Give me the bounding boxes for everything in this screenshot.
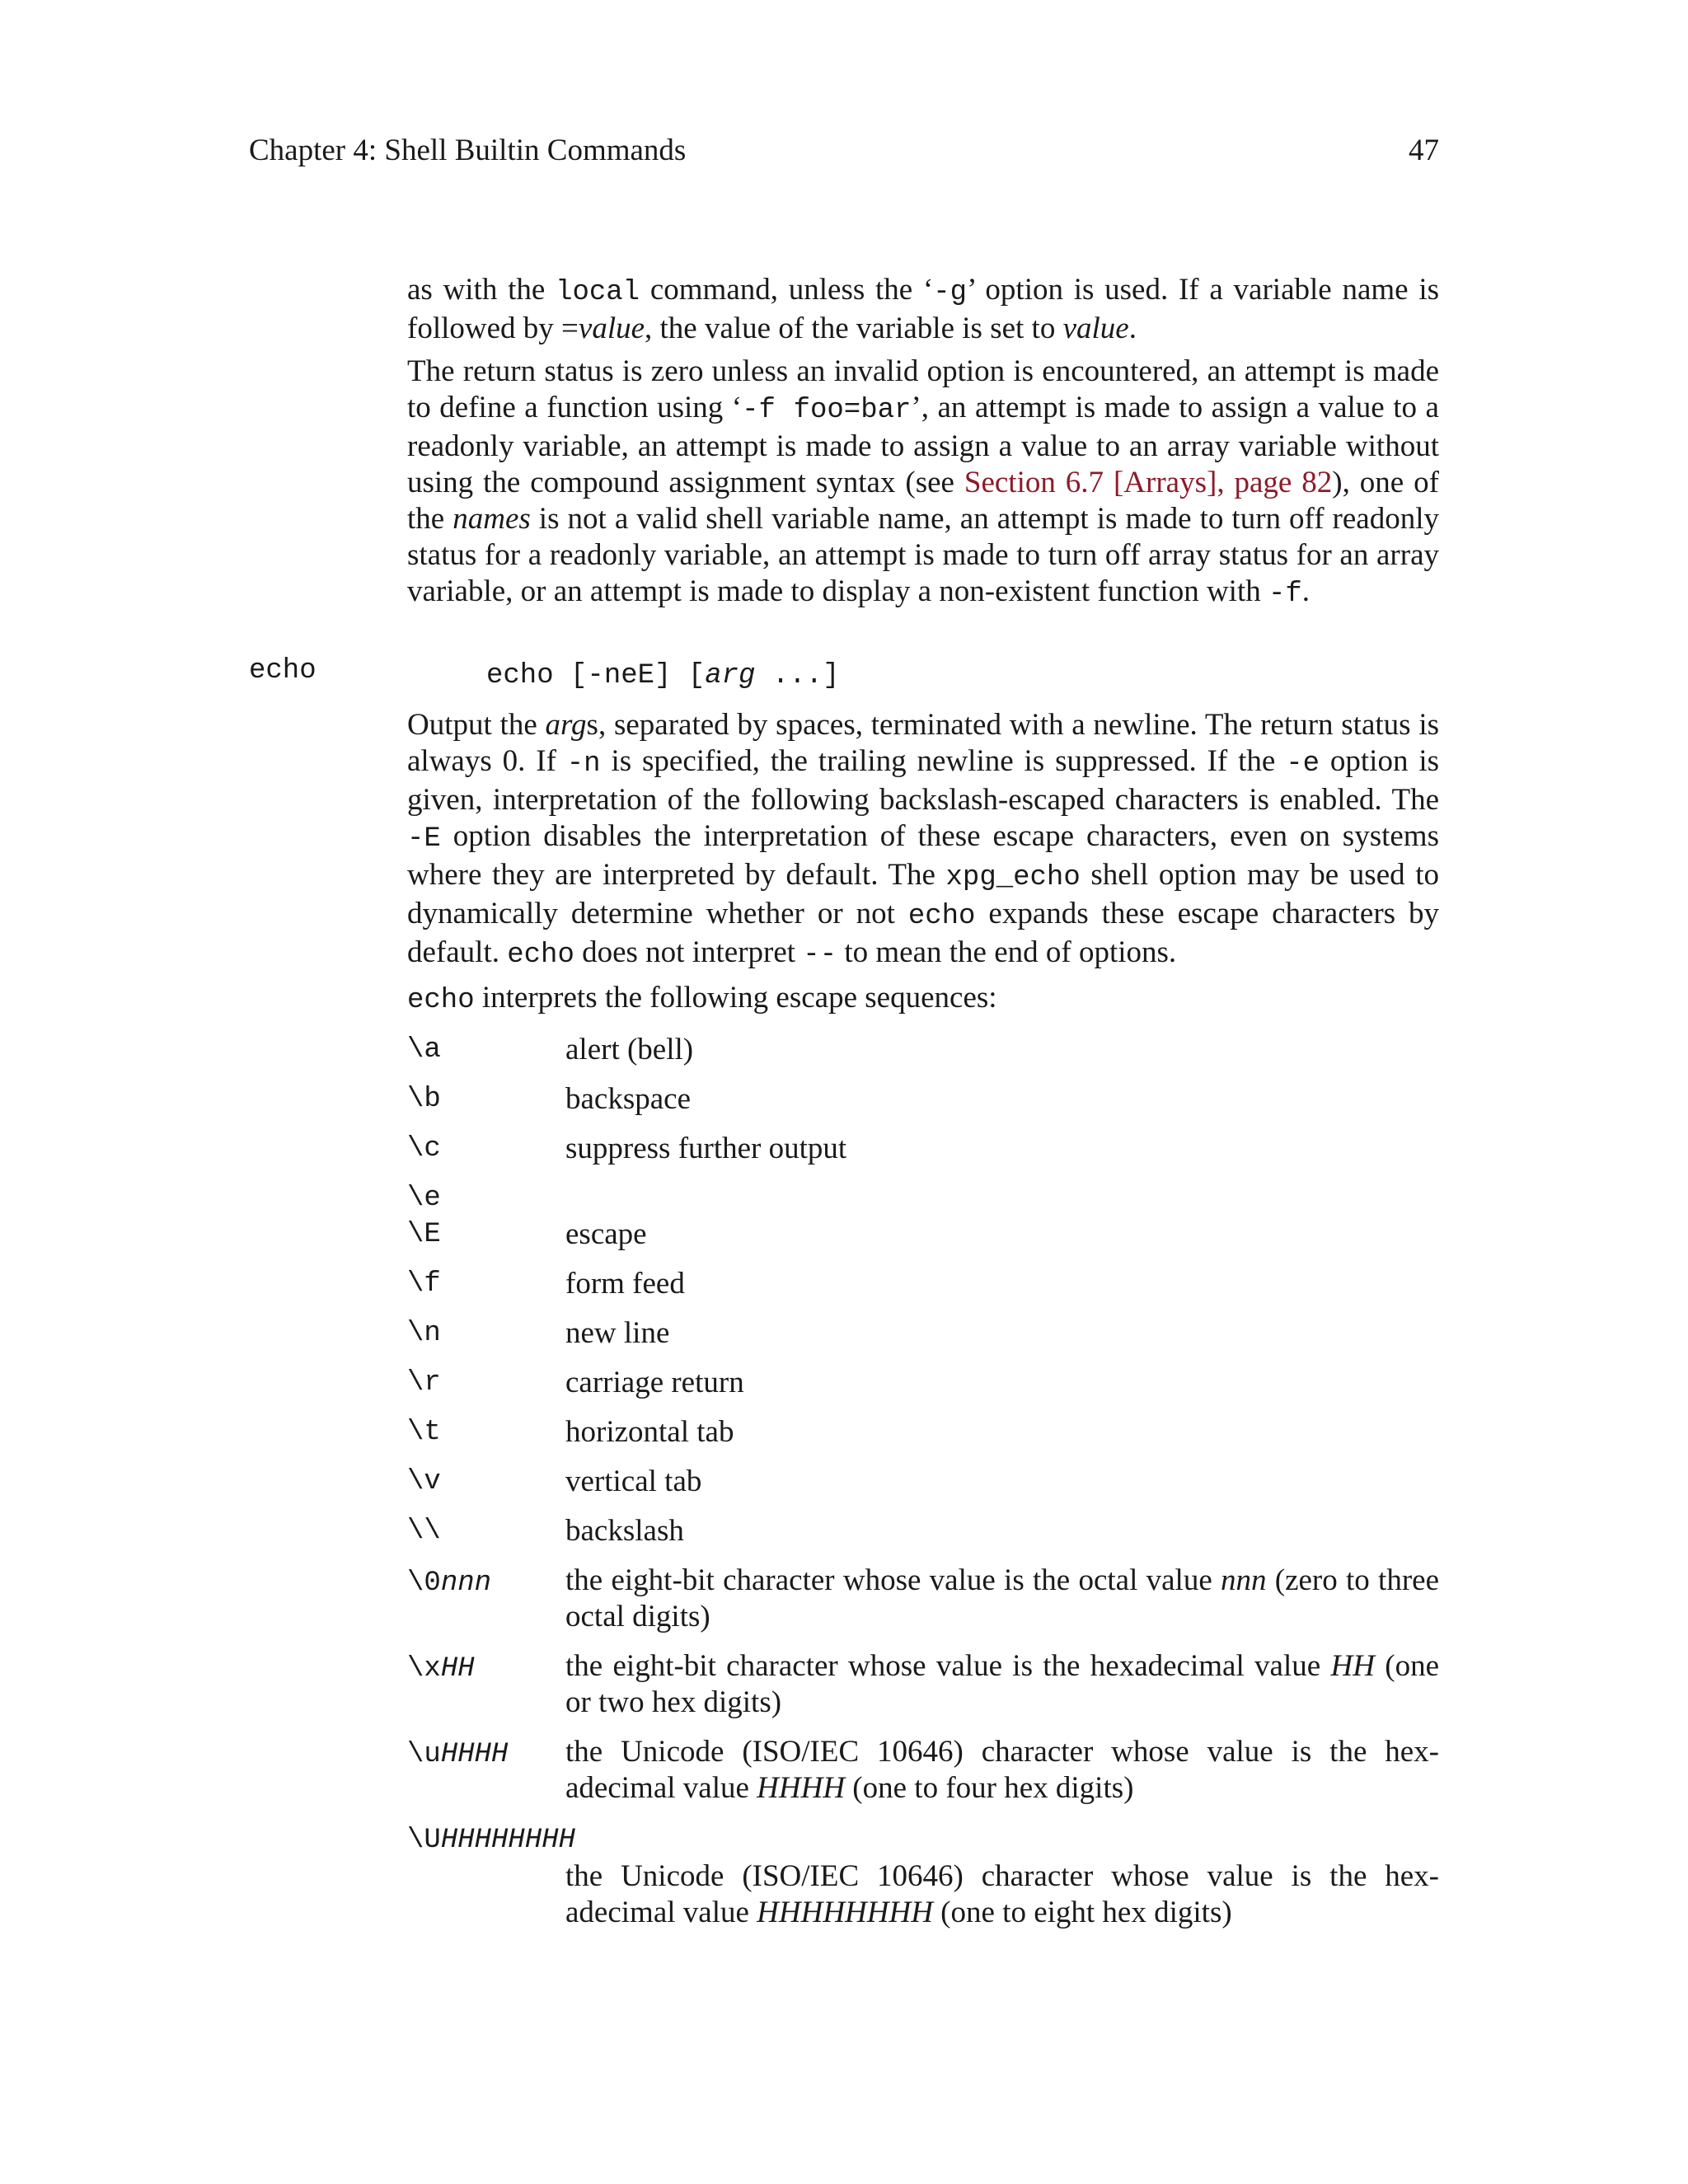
escape-row: \c suppress further output bbox=[407, 1132, 847, 1165]
escape-row: \r carriage return bbox=[407, 1366, 744, 1399]
paragraph-local-note: as with the local command, unless the ‘-g’ option is used. If a variable name is followed by =value, the value of the variable is set to value. bbox=[407, 273, 1439, 345]
escape-row: \v vertical tab bbox=[407, 1465, 702, 1498]
arrays-section-link[interactable]: Section 6.7 [Arrays], page 82 bbox=[964, 466, 1333, 499]
escape-row: \a alert (bell) bbox=[407, 1033, 694, 1066]
echo-interprets-line: echo interprets the following escape sequences: bbox=[407, 981, 997, 1016]
paragraph-return-status: The return status is zero unless an invalid option is encountered, an attempt is made to define a function using ‘-f foo=bar’, an attempt is made to assign a value to a readonly variable, an attempt is made to assign a value to an array variable without using the compound assignment syntax (see Section 6.7 [Arrays], page 82), one of the names is not a valid shell variable name, an attempt is made to turn off readonly status for a readonly variable, an attempt is made to turn off array status for an array variable, or an attempt is made to display a non-existent function with -f. bbox=[407, 354, 1439, 610]
escape-row: \f form feed bbox=[407, 1267, 685, 1301]
escape-row: \0nnn the eight-bit character whose value is the octal value nnn (zero to three octal digits) bbox=[407, 1563, 1439, 1633]
escape-row: \UHHHHHHHH the Unicode (ISO/IEC 10646) character whose value is the hex- adecimal value HHHHHHHH (one to eight hex digits) bbox=[407, 1825, 1439, 1929]
echo-synopsis: echo [-neE] [arg ...] bbox=[486, 660, 840, 691]
escape-row: \e \E escape bbox=[407, 1183, 647, 1251]
page-number: 47 bbox=[1409, 134, 1439, 167]
escape-row: \t horizontal tab bbox=[407, 1415, 734, 1449]
escape-sequence-table bbox=[407, 1032, 1439, 1931]
escape-row: \n new line bbox=[407, 1316, 670, 1350]
chapter-title: Chapter 4: Shell Builtin Commands bbox=[249, 134, 687, 167]
body-text bbox=[407, 272, 1439, 1931]
echo-term: echo bbox=[249, 655, 316, 687]
echo-description: Output the args, separated by spaces, terminated with a newline. The return status is always 0. If -n is specified, the trailing newline is suppressed. If the -e option is given, interpretation of the following backslash-escaped characters is enabled. The -E option disables the interpretation of these escape characters, even on systems where they are interpreted by default. The xpg_echo shell option may be used to dynamically determine whether or not echo expands these escape characters by default. echo does not interpret -- to mean the end of options. bbox=[407, 708, 1439, 971]
escape-row: \b backspace bbox=[407, 1082, 692, 1116]
page-header bbox=[249, 132, 1439, 170]
escape-row: \\ backslash bbox=[407, 1514, 684, 1548]
escape-row: \xHH the eight-bit character whose value is the hexadecimal value HH (one or two hex digits) bbox=[407, 1649, 1439, 1719]
escape-row: \uHHHH the Unicode (ISO/IEC 10646) character whose value is the hex- adecimal value HHHH (one to four hex digits) bbox=[407, 1735, 1439, 1805]
